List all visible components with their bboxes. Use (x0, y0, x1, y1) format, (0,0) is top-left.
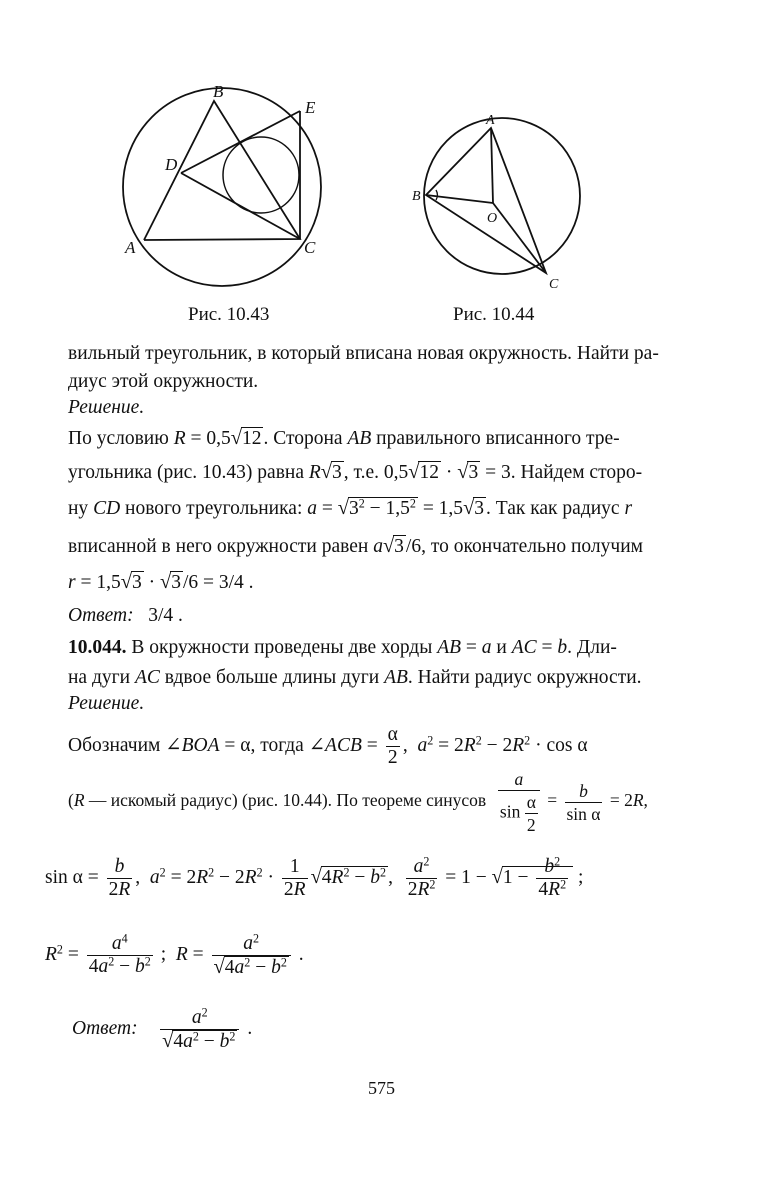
text-line: угольника (рис. 10.43) равна R√3 , т.е. 0,5√12 · √3 = 3. Найдем сторо- (68, 461, 643, 483)
figures (0, 0, 763, 340)
solution-label: Решение. (68, 397, 145, 418)
problem-10-044-line: 10.044. В окружности проведены две хорды AB = a и AC = b. Дли- (68, 637, 617, 658)
figure-10-43-labels (124, 82, 316, 257)
segment-ao (491, 128, 493, 203)
label-d-fig43: D (165, 155, 178, 174)
caption-fig-10-44: Рис. 10.44 (453, 304, 535, 325)
text-line: Обозначим ∠BOA = α, тогда ∠ACB = $\frac{\alpha}{2}$ , $a^2 = 2R^2 - 2R^2 \cdot \cos \alpha$ (68, 724, 588, 769)
formula-line: $R^2$ = $\frac{a^4}{4a^2 - b^2}$ ; R = $\frac{a^2}{√4a^2 - b^2}$ . (45, 930, 304, 978)
label-a-fig44: A (486, 113, 495, 128)
text-line: вильный треугольник, в который вписана новая окружность. Найти ра- (68, 343, 659, 364)
label-o-fig44: O (487, 211, 498, 226)
segment-de (181, 111, 300, 173)
text-line: r = 1,5√3 · √3 /6 = 3/4 . (68, 571, 254, 593)
text-line: По условию R = 0,5√12 . Сторона AB правильного вписанного тре- (68, 427, 620, 449)
page-number: 575 (368, 1078, 395, 1098)
text-line: диус этой окружности. (68, 371, 259, 392)
label-b-fig44: B (412, 189, 421, 204)
label-c-fig43: C (304, 238, 316, 257)
label-b-fig43: B (213, 82, 224, 101)
caption-fig-10-43: Рис. 10.43 (188, 304, 270, 325)
label-e-fig43: E (305, 98, 316, 117)
text-line: (R — искомый радиус) (рис. 10.44). По теореме синусов a sin $\frac{\alpha}{2}$ = $\frac{b}{\text{sin α}}$ = 2R, (68, 769, 648, 835)
segment-co (493, 203, 546, 273)
figure-10-44 (424, 118, 580, 274)
circle-fig-44 (424, 118, 580, 274)
circumcircle-fig-43 (123, 88, 321, 286)
answer-line-1: Ответ: 3/4 . (68, 605, 183, 626)
formula-line: sin α = $\frac{b}{2R}$ , $a^2 = 2R^2 - 2R^2$ · $\frac{1}{2R}$ $√4R^2 - b^2$ , $\frac{a^2}{2R^2}$ = 1 − √1 − $\frac{b^2}{4R^2}$ ; (45, 854, 584, 901)
label-a-fig43: A (125, 238, 136, 257)
label-c-fig44: C (549, 277, 559, 292)
answer-line-2: Ответ: $\frac{a^2}{√4a^2 - b^2}$ . (72, 1004, 253, 1052)
angle-mark-b (436, 190, 437, 200)
text-line: вписанной в него окружности равен a√3 /6, то окончательно получим (68, 535, 643, 557)
triangle-abc-fig44 (426, 128, 546, 273)
text-line: на дуги AC вдвое больше длины дуги AB. Найти радиус окружности. (68, 667, 642, 688)
solution-label: Решение. (68, 693, 145, 714)
figure-10-43 (123, 88, 321, 286)
text-line: ну CD нового треугольника: $a = √3^2 - 1,5^2 = 1,5√3$ . Так как радиус r (68, 496, 633, 519)
